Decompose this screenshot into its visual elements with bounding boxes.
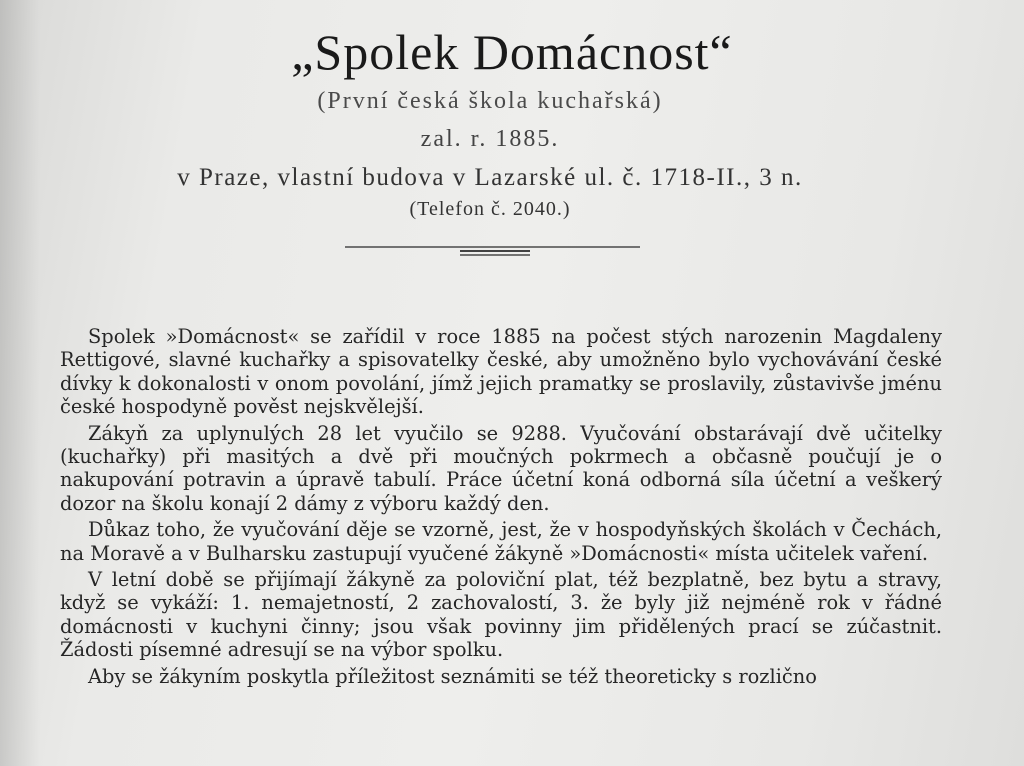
paragraph: Důkaz toho, že vyučování děje se vzorně, jest, že v hospodyňských školách v Čechách, na Moravě a v Bulharsku zastupují vyučené žákyně »Domácnosti« místa učitelek vaření. [60, 518, 942, 565]
page-subtitle: (První česká škola kuchařská) [317, 88, 663, 114]
address-line: v Praze, vlastní budova v Lazarské ul. č. 1718-II., 3 n. [177, 164, 803, 191]
paragraph: V letní době se přijímají žákyně za poloviční plat, též bezplatně, bez bytu a stravy, když se vykáží: 1. nemajetností, 2 zachovalostí, 3. že byly již nejméně rok v řádné domácnosti v kuchyni činny; jsou však povinny jim přidělených prací se zúčastnit. Žádosti písemné adresují se na výbor spolku. [60, 568, 942, 662]
page-title: „Spolek Domácnost“ [291, 24, 733, 80]
phone-line: (Telefon č. 2040.) [409, 198, 571, 220]
paragraph: Spolek »Domácnost« se zařídil v roce 1885 na počest stých narozenin Magdaleny Rettigové, slavné kuchařky a spisovatelky české, aby umožněno bylo vychovávání české dívky k dokonalosti v onom povolání, jímž jejich pramatky se proslavily, zůstavivše jménu české hospodyně pověst nejskvělejší. [60, 325, 942, 419]
paragraph: Zákyň za uplynulých 28 let vyučilo se 9288. Vyučování obstarávají dvě učitelky (kuchařky) při masitých a dvě při moučných pokrmech a občasně poučují je o nakupování potravin a úpravě tabulí. Práce účetní koná odborná síla účetní a veškerý dozor na školu konají 2 dámy z výboru každý den. [60, 421, 942, 515]
ornamental-divider [0, 240, 1024, 260]
founded-line: zal. r. 1885. [420, 126, 560, 152]
body-text [60, 325, 942, 691]
paragraph: Aby se žákyním poskytla příležitost seznámiti se též theoreticky s rozlično [88, 664, 817, 688]
